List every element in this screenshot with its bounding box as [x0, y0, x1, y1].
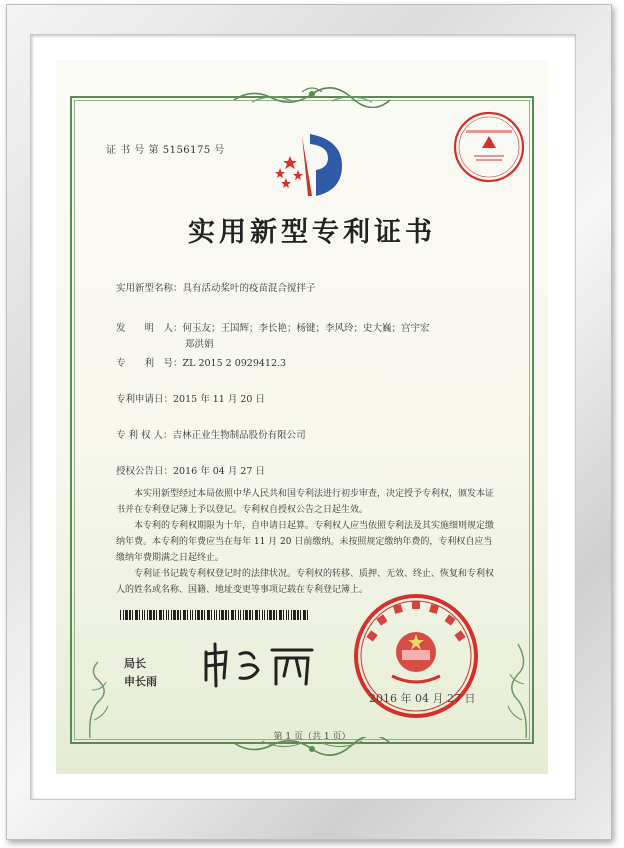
inventor-value: 何玉友；王国辉；李长艳；杨键；李风玲；史大巍；宫宇宏 [182, 323, 430, 334]
signature-name: 申长雨 [124, 675, 157, 688]
barcode-icon [120, 610, 310, 620]
body-paragraph-1: 本实用新型经过本局依照中华人民共和国专利法进行初步审查，决定授予专利权，颁发本证书并在专利登记簿上予以登记。专利权自授权公告之日起生效。 [116, 489, 495, 515]
signature-role: 局长 [124, 657, 146, 670]
owner-label: 专 利 权 人： [116, 430, 173, 441]
body-paragraph-3: 专利证书记载专利权登记时的法律状况。专利权的转移、质押、无效、终止、恢复和专利权人的姓名或名称、国籍、地址变更等事项记载在专利登记簿上。 [116, 569, 495, 595]
agency-seal-icon [452, 110, 526, 184]
body-paragraph-2: 本专利的专利权期限为十年，自申请日起算。专利权人应当依照专利法及其实施细则规定缴纳年费。本专利的年费应当在每年 11 月 20 日前缴纳。未按照规定缴纳年费的，专利权自应当缴纳年费期满之日起终止。 [116, 521, 495, 563]
patent-no-row [116, 355, 286, 369]
owner-value: 吉林正业生物制品股份有限公司 [172, 430, 306, 441]
handwritten-signature-icon [200, 640, 320, 690]
inventor-row [116, 320, 430, 334]
sipo-logo-icon [272, 130, 352, 200]
grant-date-value: 2016 年 04 月 27 日 [173, 466, 265, 477]
signature-date: 2016 年 04 月 27 日 [369, 692, 476, 705]
certificate-number: 证 书 号 第 5156175 号 [106, 145, 225, 156]
apply-date-label: 专利申请日： [116, 394, 174, 405]
owner-row [116, 427, 306, 441]
top-ornament-icon [232, 86, 392, 108]
name-row [116, 280, 316, 294]
grant-date-row [116, 463, 265, 477]
grant-date-label: 授权公告日： [116, 466, 174, 477]
name-value: 具有活动桨叶的疫苗混合搅拌子 [182, 283, 316, 294]
apply-date-row [116, 391, 265, 405]
name-label: 实用新型名称： [116, 283, 183, 294]
apply-date-value: 2015 年 11 月 20 日 [173, 394, 265, 405]
page-number: 第 1 页（共 1 页） [273, 732, 351, 742]
inventor-label: 发 明 人： [116, 323, 183, 334]
corner-ornament-left-icon [86, 660, 116, 740]
certificate-title: 实用新型专利证书 [188, 217, 436, 248]
corner-ornament-right-icon [500, 640, 530, 740]
certificate-body [116, 486, 496, 598]
patent-no-label: 专 利 号： [116, 358, 183, 369]
inventor-row-2 [185, 336, 214, 350]
patent-no-value: ZL 2015 2 0929412.3 [182, 358, 287, 369]
inventor-value-2: 郑洪娟 [185, 339, 214, 350]
